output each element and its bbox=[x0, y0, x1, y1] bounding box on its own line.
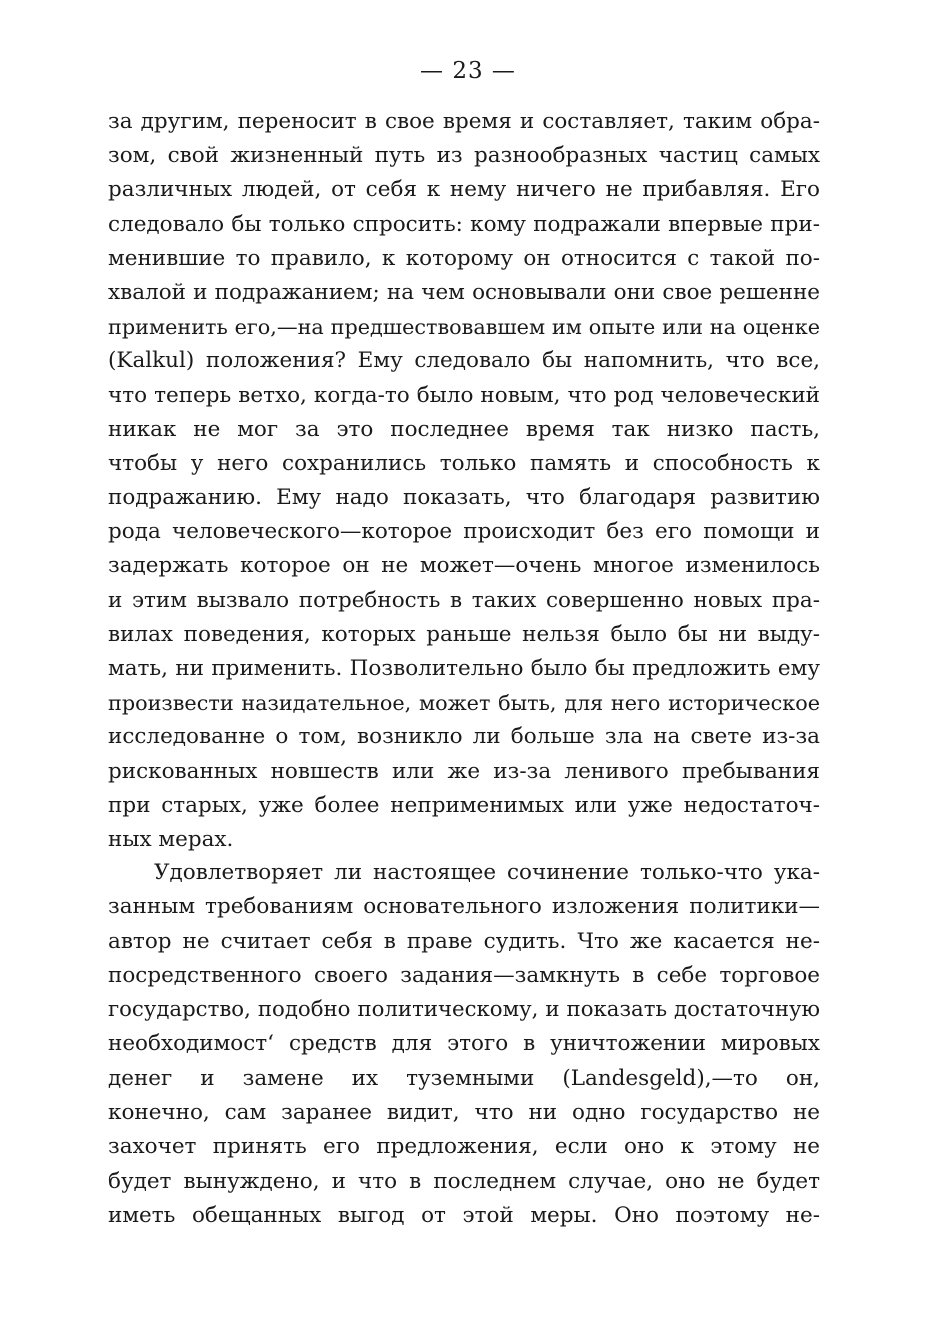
text-line: при старых, уже более неприменимых или уже недостаточ- bbox=[108, 792, 820, 818]
text-line: вилах поведения, которых раньше нельзя было бы ни выду- bbox=[108, 621, 820, 647]
text-line: (Kalkul) положения? Ему следовало бы напомнить, что все, bbox=[108, 348, 820, 374]
text-line: что теперь ветхо, когда-то было новым, что род человеческий bbox=[108, 382, 820, 408]
text-line: занным требованиям основательного изложения политики— bbox=[108, 894, 820, 920]
text-line: никак не мог за это последнее время так низко пасть, bbox=[108, 416, 820, 442]
paragraph-2 bbox=[108, 856, 820, 1233]
text-line: различных людей, от себя к нему ничего не прибавляя. Его bbox=[108, 177, 820, 203]
page-number: — 23 — bbox=[420, 58, 516, 84]
text-line: следовало бы только спросить: кому подражали впервые при- bbox=[108, 211, 820, 237]
text-line: Удовлетворяет ли настоящее сочинение только-что ука- bbox=[154, 860, 820, 885]
text-line: государство, подобно политическому, и показать достаточную bbox=[108, 997, 820, 1023]
text-line: рода человеческого—которое происходит без его помощи и bbox=[108, 519, 820, 545]
text-line: необходимост‘ средств для этого в уничтожении мировых bbox=[108, 1031, 820, 1057]
text-line: исследованне о том, возникло ли больше зла на свете из-за bbox=[108, 724, 820, 750]
text-line: автор не считает себя в праве судить. Что же касается не- bbox=[108, 928, 820, 954]
text-line: будет вынуждено, и что в последнем случае, оно не будет bbox=[108, 1168, 820, 1194]
text-line: менившие то правило, к которому он относится с такой по- bbox=[108, 245, 820, 271]
text-line: произвести назидательное, может быть, для него историческое bbox=[108, 691, 820, 716]
text-line: и этим вызвало потребность в таких совершенно новых пра- bbox=[108, 587, 820, 613]
text-line: ных мерах. bbox=[108, 826, 234, 852]
text-line: конечно, сам заранее видит, что ни одно государство не bbox=[108, 1100, 820, 1126]
text-line: посредственного своего задания—замкнуть в себе торговое bbox=[108, 962, 820, 988]
text-line: за другим, переносит в свое время и составляет, таким обра- bbox=[108, 109, 820, 134]
text-line: задержать которое он не может—очень многое изменилось bbox=[108, 553, 820, 579]
text-line: чтобы у него сохранились только память и способность к bbox=[108, 450, 820, 476]
text-line: захочет принять его предложения, если оно к этому не bbox=[108, 1134, 820, 1160]
text-line: применить его,—на предшествовавшем им опыте или на оценке bbox=[108, 315, 820, 340]
paragraph-1 bbox=[108, 105, 820, 857]
text-line: подражанию. Ему надо показать, что благодаря развитию bbox=[108, 485, 820, 511]
text-line: денег и замене их туземными (Landesgeld),—то он, bbox=[108, 1065, 820, 1091]
text-line: мать, ни применить. Позволительно было бы предложить ему bbox=[108, 656, 820, 681]
text-line: рискованных новшеств или же из-за ленивого пребывания bbox=[108, 758, 820, 784]
text-line: зом, свой жизненный путь из разнообразных частиц самых bbox=[108, 143, 820, 169]
text-line: иметь обещанных выгод от этой меры. Оно поэтому не- bbox=[108, 1202, 820, 1228]
text-line: хвалой и подражанием; на чем основывали они свое решенне bbox=[108, 279, 820, 305]
